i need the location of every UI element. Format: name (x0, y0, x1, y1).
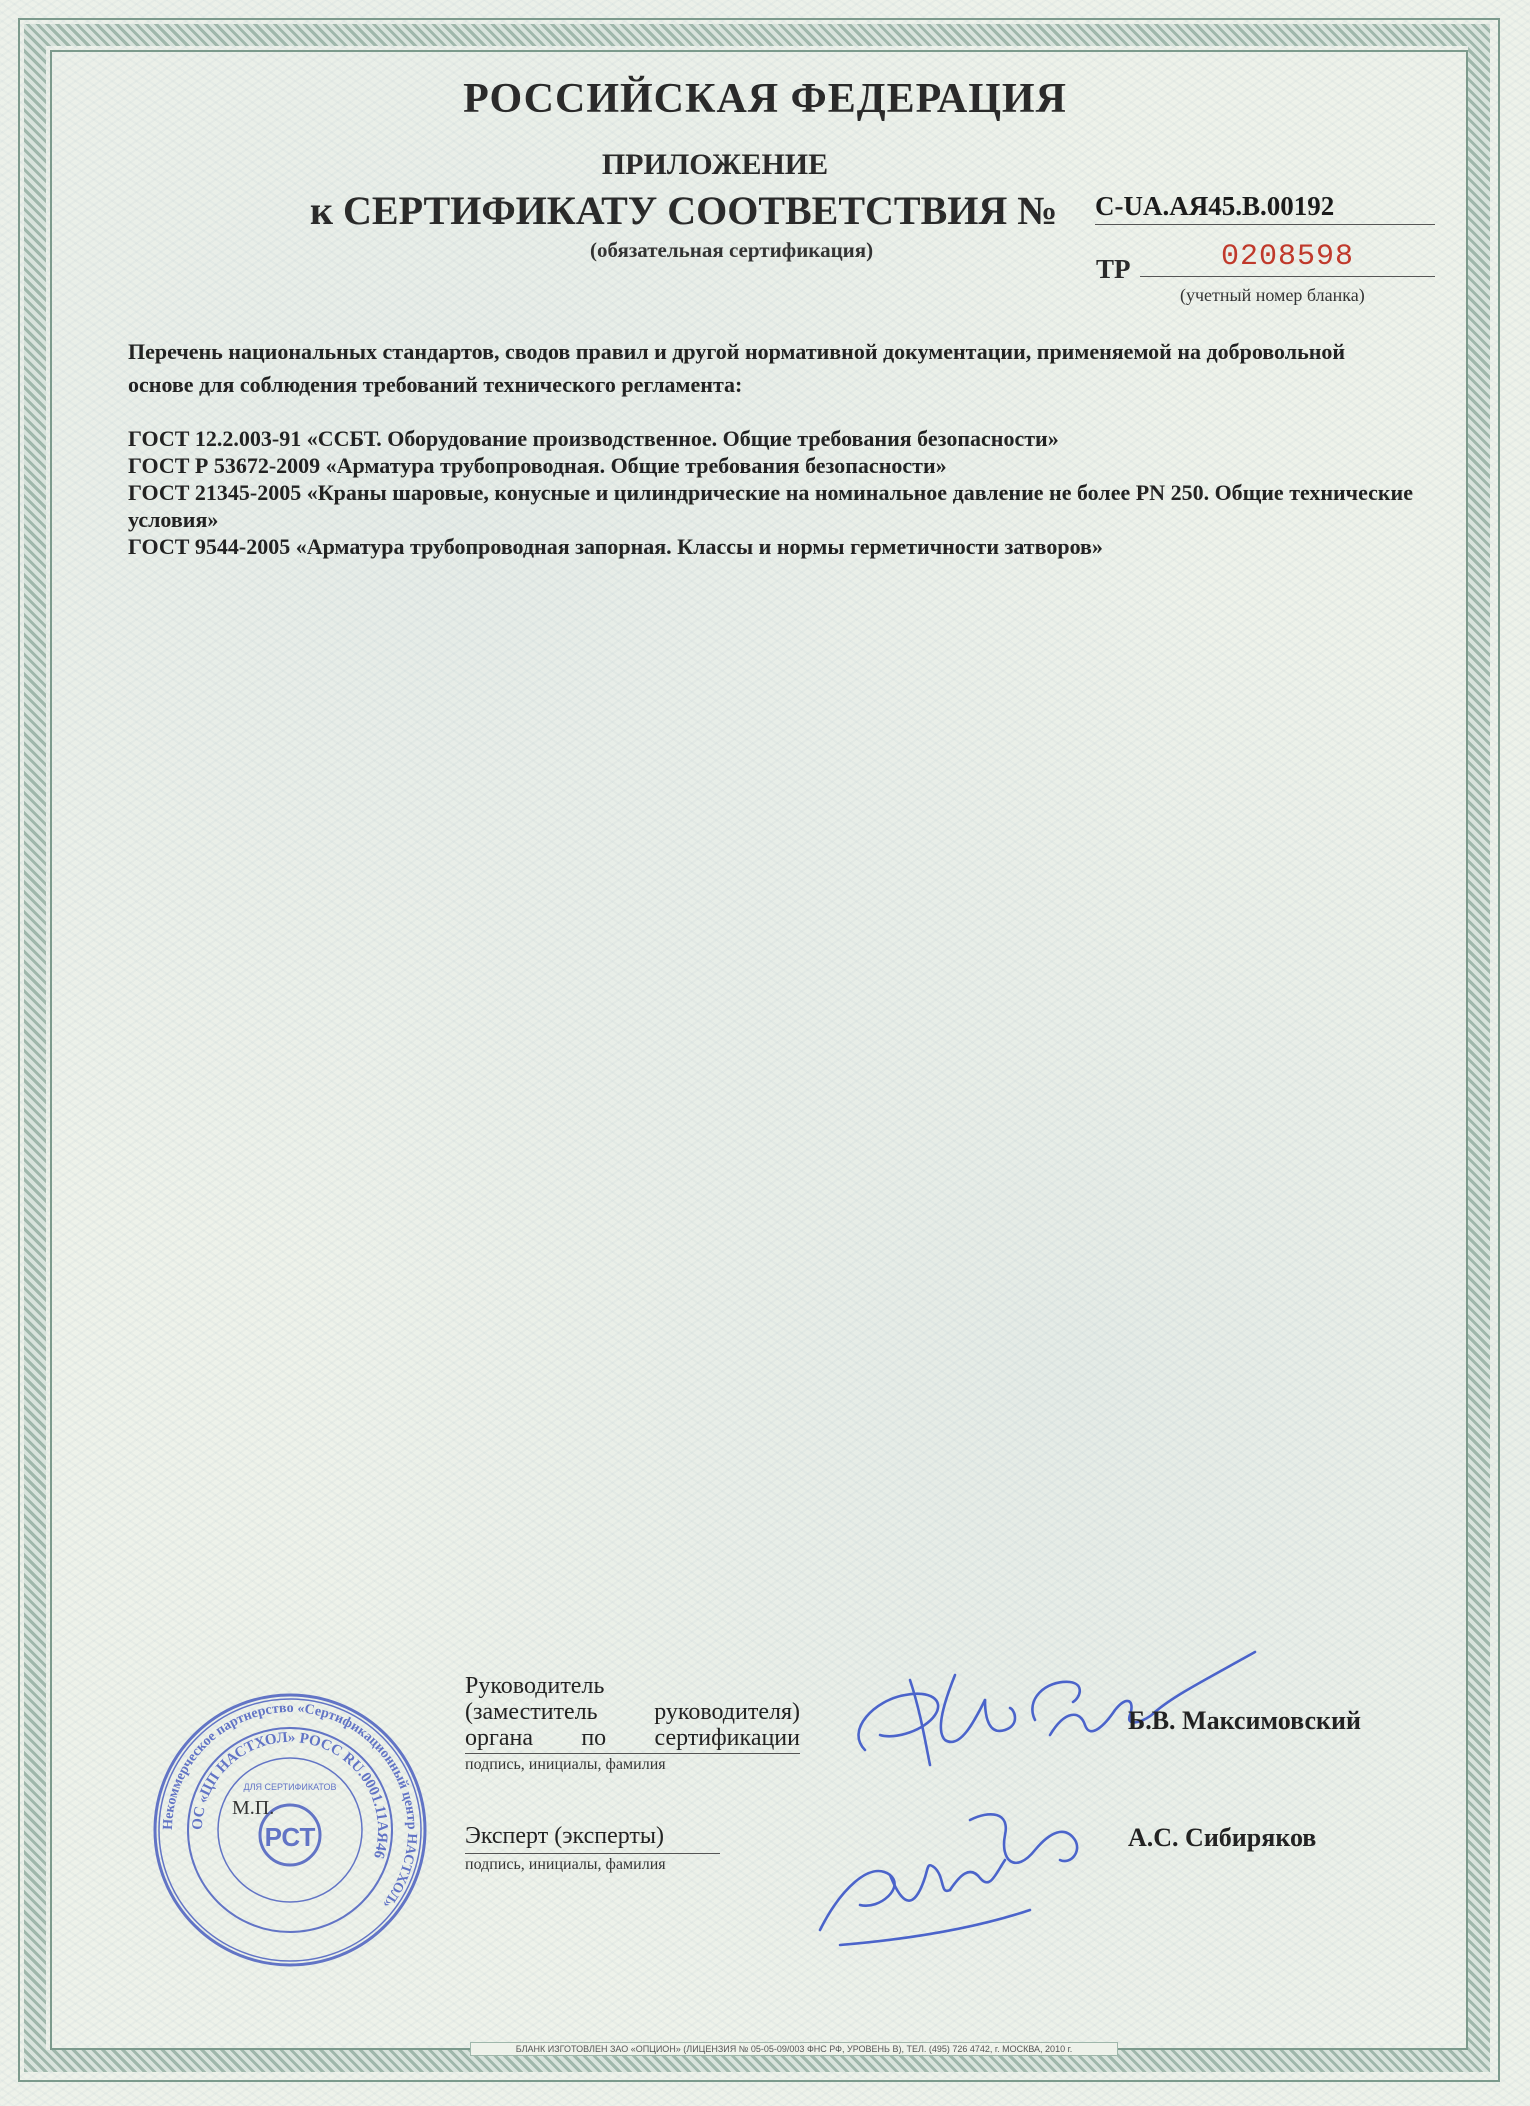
expert-name: А.С. Сибиряков (1128, 1823, 1317, 1852)
seal-logo-text: РСТ (264, 1822, 316, 1852)
head-signature-caption: подпись, инициалы, фамилия (465, 1756, 666, 1773)
certificate-number: C-UA.АЯ45.В.00192 (1095, 191, 1435, 225)
standard-item: ГОСТ 12.2.003-91 «ССБТ. Оборудование производственное. Общие требования безопасности» (128, 426, 1059, 451)
head-name: Б.В. Максимовский (1128, 1706, 1361, 1735)
seal-center-text: ДЛЯ СЕРТИФИКАТОВ (243, 1782, 337, 1792)
head-title (465, 1673, 800, 1751)
standard-item: ГОСТ 21345-2005 «Краны шаровые, конусные и цилиндрические на номинальное давление не более PN 250. Общие технические условия» (128, 480, 1414, 532)
head-title-line: Руководитель (465, 1673, 605, 1699)
standard-item: ГОСТ 9544-2005 «Арматура трубопроводная запорная. Классы и нормы герметичности затворов» (128, 534, 1103, 559)
blank-serial-number: 0208598 (1140, 240, 1435, 277)
standards-list (128, 425, 1418, 560)
seal-inner-text: ОС «ЦП НАСТХОЛ» РОСС RU.0001.11АЯ46 (189, 1729, 391, 1861)
stamp-place-label: М.П. (232, 1797, 275, 1819)
standard-item: ГОСТ Р 53672-2009 «Арматура трубопроводная. Общие требования безопасности» (128, 453, 947, 478)
tp-label: ТР (1096, 254, 1131, 284)
blank-number-caption: (учетный номер бланка) (1180, 285, 1365, 305)
certification-type: (обязательная сертификация) (590, 238, 874, 262)
expert-title: Эксперт (эксперты) (465, 1823, 665, 1849)
annex-title: ПРИЛОЖЕНИЕ (601, 148, 829, 181)
country-title: РОССИЙСКАЯ ФЕДЕРАЦИЯ (463, 76, 1067, 122)
seal-outer-text: Некоммерческое партнерство «Сертификационный центр НАСТХОЛ» (160, 1700, 420, 1911)
standards-intro: Перечень национальных стандартов, сводов правил и другой нормативной документации, применяемой на добровольной основе для соблюдения требований технического регламента: (128, 339, 1346, 397)
blank-manufacturer-footer: БЛАНК ИЗГОТОВЛЕН ЗАО «ОПЦИОН» (ЛИЦЕНЗИЯ № 05-05-09/003 ФНС РФ, УРОВЕНЬ В), ТЕЛ. (495) 726 4742, г. МОСКВА, 2010 г. (470, 2042, 1118, 2056)
head-title-line: органа по сертификации (465, 1725, 800, 1751)
expert-signature-line (465, 1853, 720, 1854)
organization-seal (150, 1690, 430, 1970)
certificate-title: к СЕРТИФИКАТУ СООТВЕТСТВИЯ № (310, 188, 1058, 233)
expert-signature (800, 1780, 1090, 1960)
head-title-line: (заместитель руководителя) (465, 1699, 800, 1725)
expert-signature-caption: подпись, инициалы, фамилия (465, 1856, 666, 1873)
head-signature-line (465, 1753, 800, 1754)
